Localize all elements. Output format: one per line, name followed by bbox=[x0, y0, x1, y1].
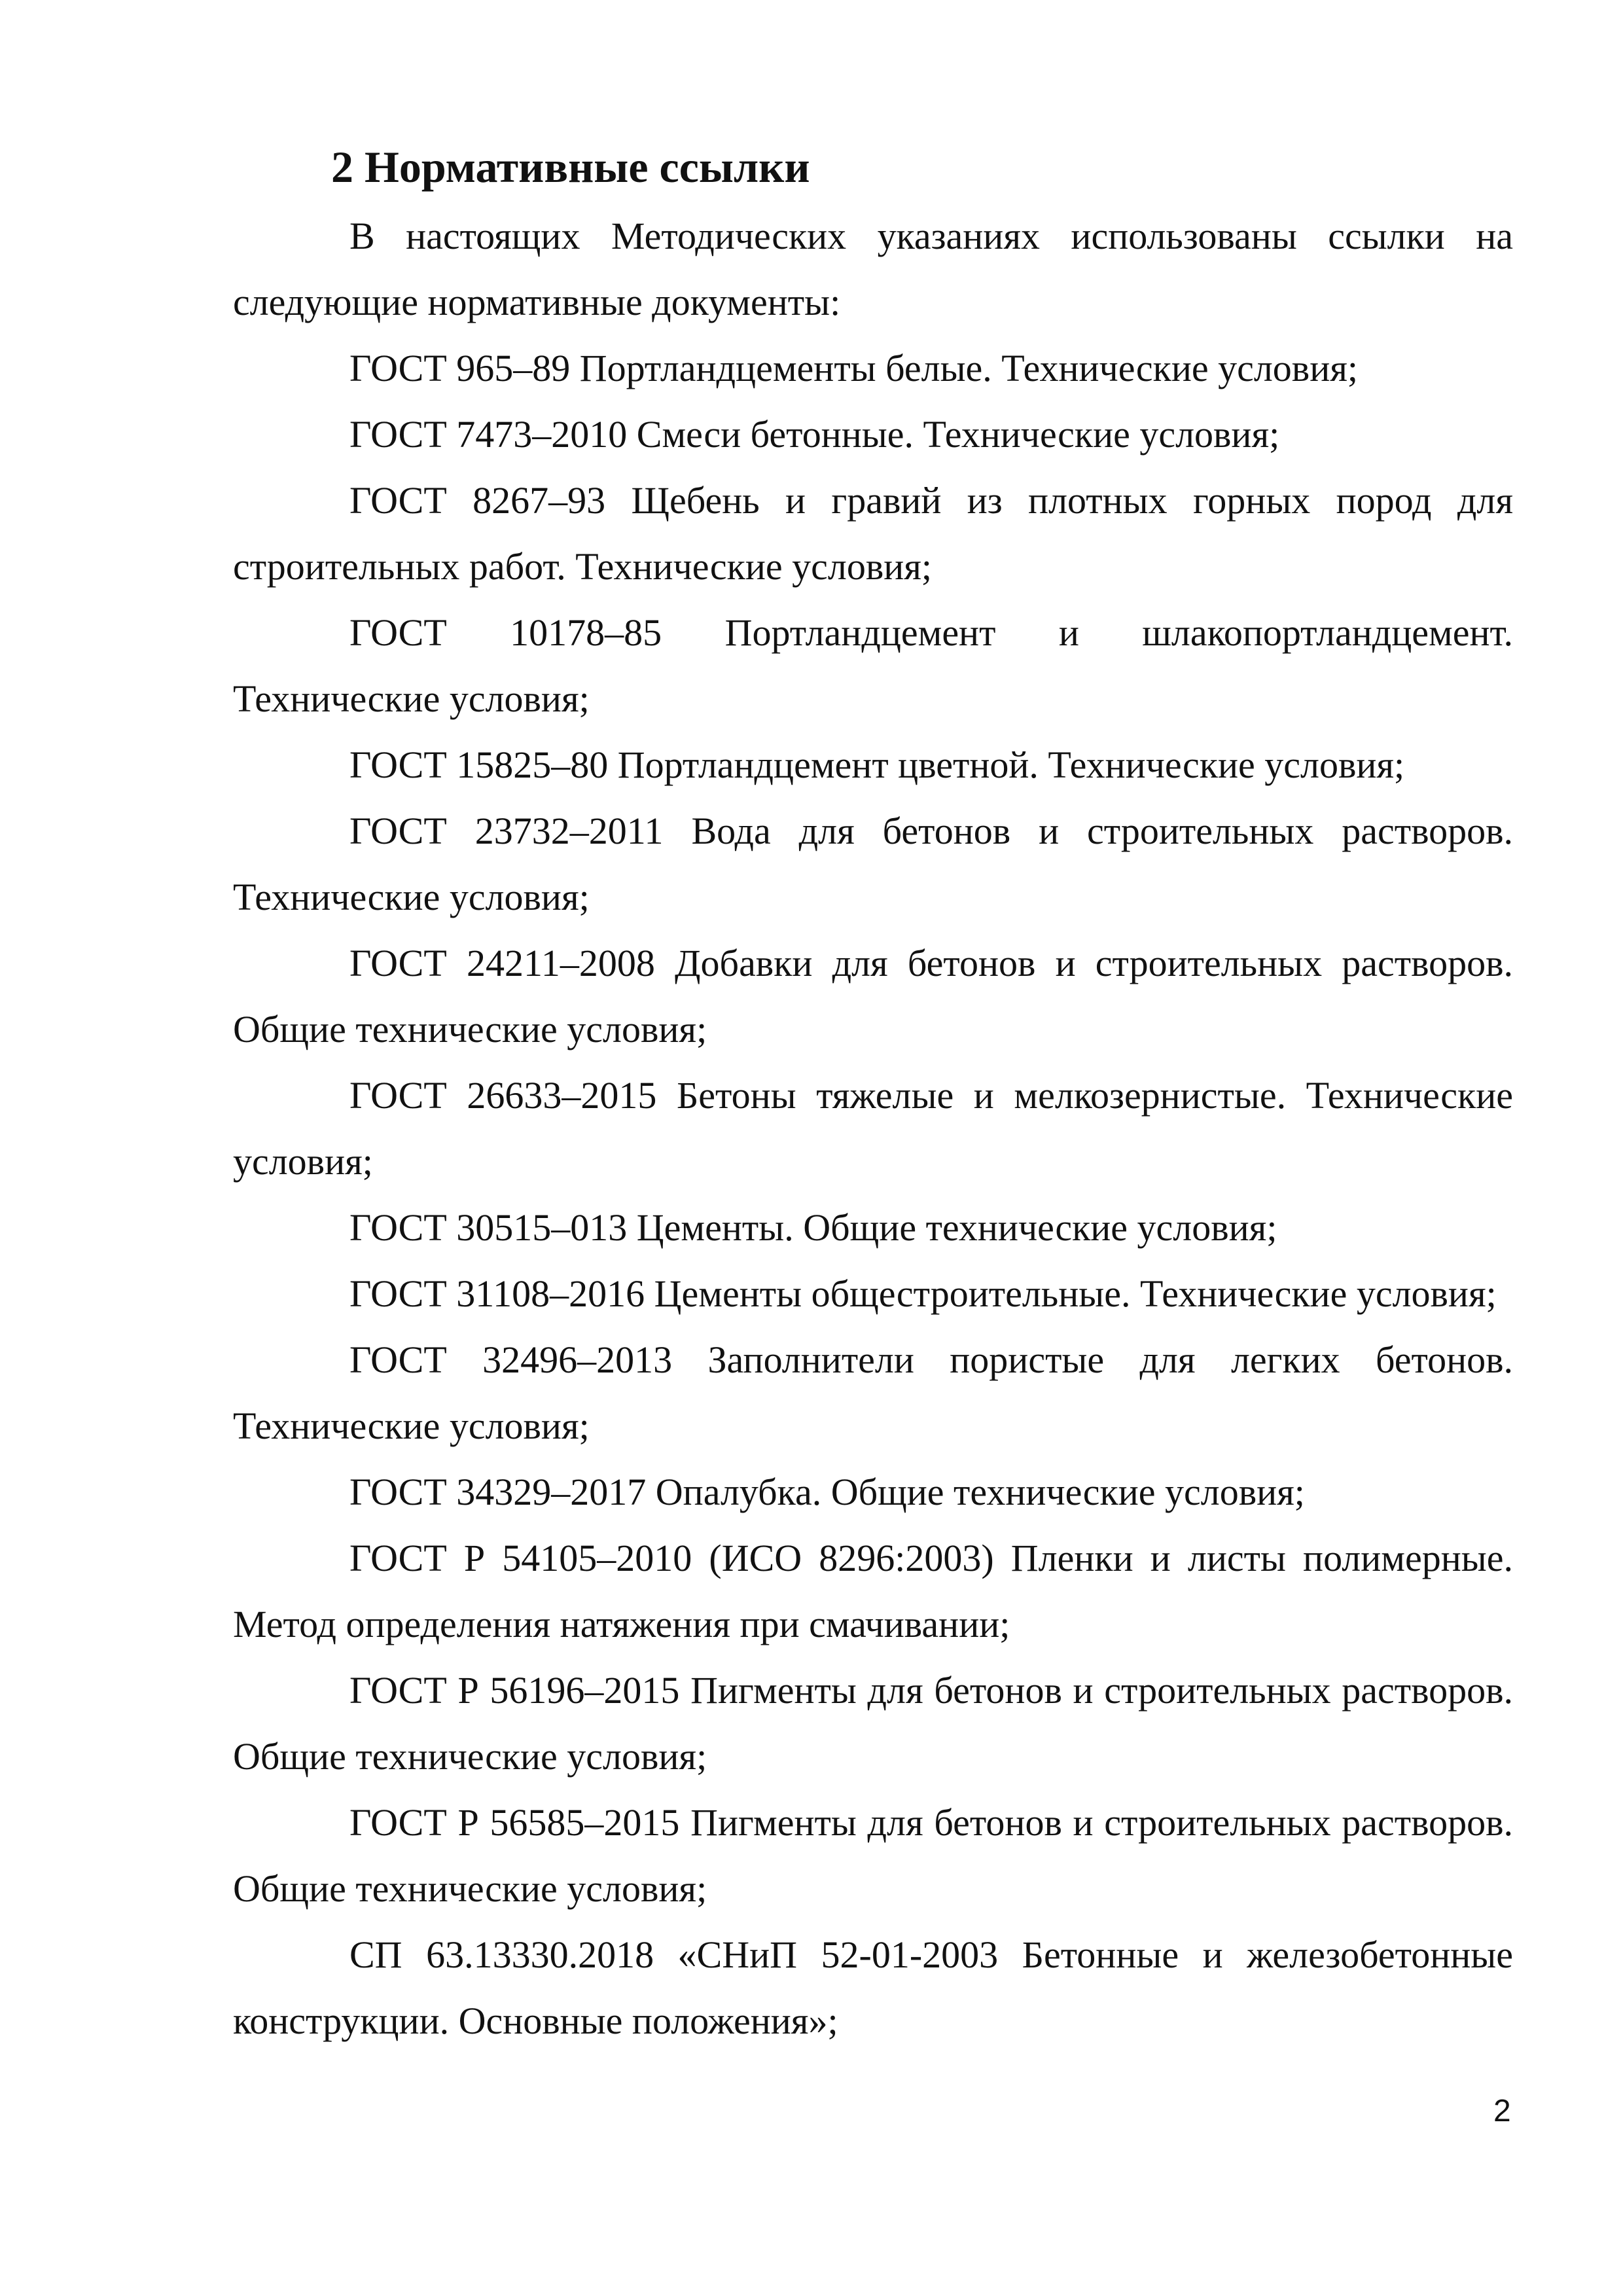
reference-item: ГОСТ 30515–013 Цементы. Общие технические условия; bbox=[349, 1206, 1277, 1249]
reference-item: СП 63.13330.2018 «СНиП 52-01-2003 Бетонные и железобетонные конструкции. Основные положения»; bbox=[233, 1933, 1513, 2042]
reference-item: ГОСТ 10178–85 Портландцемент и шлакопортландцемент. Технические условия; bbox=[233, 611, 1513, 720]
intro-paragraph: В настоящих Методических указаниях использованы ссылки на следующие нормативные документы: bbox=[233, 215, 1513, 323]
reference-item: ГОСТ 24211–2008 Добавки для бетонов и строительных растворов. Общие технические условия; bbox=[233, 942, 1513, 1050]
reference-item: ГОСТ 31108–2016 Цементы общестроительные. Технические условия; bbox=[349, 1272, 1497, 1315]
reference-item: ГОСТ 32496–2013 Заполнители пористые для легких бетонов. Технические условия; bbox=[233, 1338, 1513, 1447]
reference-item: ГОСТ 8267–93 Щебень и гравий из плотных горных пород для строительных работ. Технические условия; bbox=[233, 479, 1513, 588]
reference-item: ГОСТ Р 54105–2010 (ИСО 8296:2003) Пленки и листы полимерные. Метод определения натяжения при смачивании; bbox=[233, 1537, 1513, 1645]
reference-item: ГОСТ 965–89 Портландцементы белые. Технические условия; bbox=[349, 347, 1359, 389]
reference-item: ГОСТ 34329–2017 Опалубка. Общие технические условия; bbox=[349, 1471, 1305, 1513]
section-heading: 2 Нормативные ссылки bbox=[331, 142, 810, 192]
reference-item: ГОСТ Р 56585–2015 Пигменты для бетонов и строительных растворов. Общие технические условия; bbox=[233, 1801, 1513, 1910]
reference-item: ГОСТ 15825–80 Портландцемент цветной. Технические условия; bbox=[349, 744, 1405, 786]
page-number: 2 bbox=[1493, 2094, 1511, 2128]
reference-item: ГОСТ 26633–2015 Бетоны тяжелые и мелкозернистые. Технические условия; bbox=[233, 1074, 1513, 1183]
reference-item: ГОСТ 23732–2011 Вода для бетонов и строительных растворов. Технические условия; bbox=[233, 810, 1513, 918]
reference-item: ГОСТ Р 56196–2015 Пигменты для бетонов и строительных растворов. Общие технические условия; bbox=[233, 1669, 1513, 1778]
reference-item: ГОСТ 7473–2010 Смеси бетонные. Технические условия; bbox=[349, 413, 1280, 456]
page-content bbox=[233, 131, 1513, 2054]
